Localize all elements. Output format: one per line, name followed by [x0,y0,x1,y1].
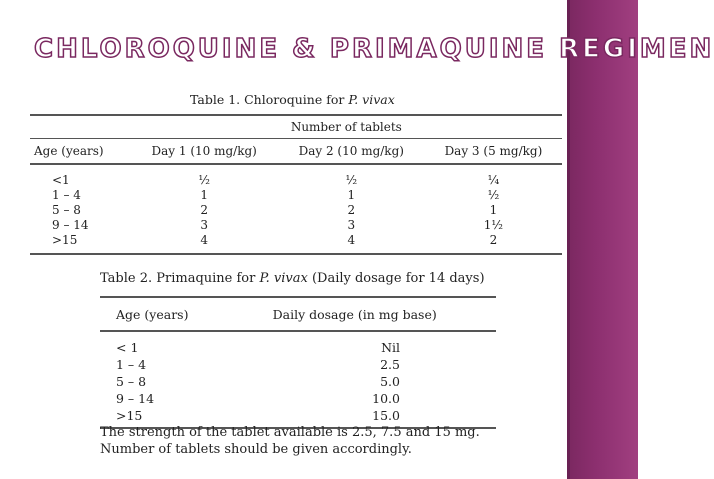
table-row [30,188,562,203]
day3-cell: 1½ [483,218,504,232]
day3-cell: 1 [489,203,498,217]
dosage-cell: 10.0 [372,391,400,406]
age-cell: <1 [52,173,70,187]
age-cell: 1 – 4 [52,188,81,202]
age-cell: 5 – 8 [116,374,147,389]
table2-caption-species: P. vivax [259,271,308,286]
chloroquine-table [30,114,562,255]
table1-group-header: Number of tablets [131,115,562,139]
day2-cell: 3 [347,218,356,232]
day3-cell: 2 [425,233,562,254]
age-cell: < 1 [116,340,139,355]
decorative-sidebar [567,0,638,479]
table-row [100,356,496,373]
table2-caption [100,271,485,286]
day2-cell: 1 [347,188,356,202]
table1-header-day1: Day 1 (10 mg/kg) [131,139,278,165]
table1-caption-species: P. vivax [348,92,395,107]
table2-note [100,424,480,458]
age-cell: 1 – 4 [116,357,147,372]
table2-caption-text: Table 2. Primaquine for [100,271,260,286]
day1-cell: 3 [200,218,209,232]
table1-caption-text: Table 1. Chloroquine for [190,92,349,107]
table2-header-dosage: Daily dosage (in mg base) [213,297,496,331]
table-row [30,218,562,233]
day1-cell: 4 [131,233,278,254]
age-cell: >15 [30,233,131,254]
day2-cell: 2 [347,203,356,217]
age-cell: 9 – 14 [52,218,89,232]
table1-caption [190,92,395,107]
day2-cell: 4 [278,233,425,254]
note-line-2: Number of tablets should be given accordingly. [100,442,412,457]
dosage-cell: 15.0 [213,407,496,428]
table-row [30,233,562,254]
day1-cell: 2 [200,203,209,217]
table1-header-day2: Day 2 (10 mg/kg) [278,139,425,165]
table2-caption-suffix: (Daily dosage for 14 days) [307,271,485,286]
table1-header-blank [30,115,131,139]
note-line-1: The strength of the tablet available is 2.5, 7.5 and 15 mg. [100,425,480,440]
day3-cell: ½ [487,188,500,202]
table1-header-age: Age (years) [30,139,131,165]
table2-header-age: Age (years) [100,297,213,331]
table-row [100,390,496,407]
sidebar-edge [567,0,570,479]
table1-header-day3: Day 3 (5 mg/kg) [425,139,562,165]
age-cell: 5 – 8 [52,203,81,217]
day3-cell: ¼ [487,173,500,187]
dosage-cell: 2.5 [380,357,400,372]
dosage-cell: Nil [381,340,400,355]
age-cell: 9 – 14 [116,391,155,406]
primaquine-table [100,296,496,429]
table-row [30,164,562,188]
day2-cell: ½ [345,173,358,187]
table-row [100,331,496,356]
age-cell: >15 [100,407,213,428]
table-row [100,373,496,390]
slide-title: CHLOROQUINE & PRIMAQUINE REGIMEN [34,34,714,64]
table-row [30,203,562,218]
day1-cell: 1 [200,188,209,202]
dosage-cell: 5.0 [380,374,400,389]
day1-cell: ½ [198,173,211,187]
